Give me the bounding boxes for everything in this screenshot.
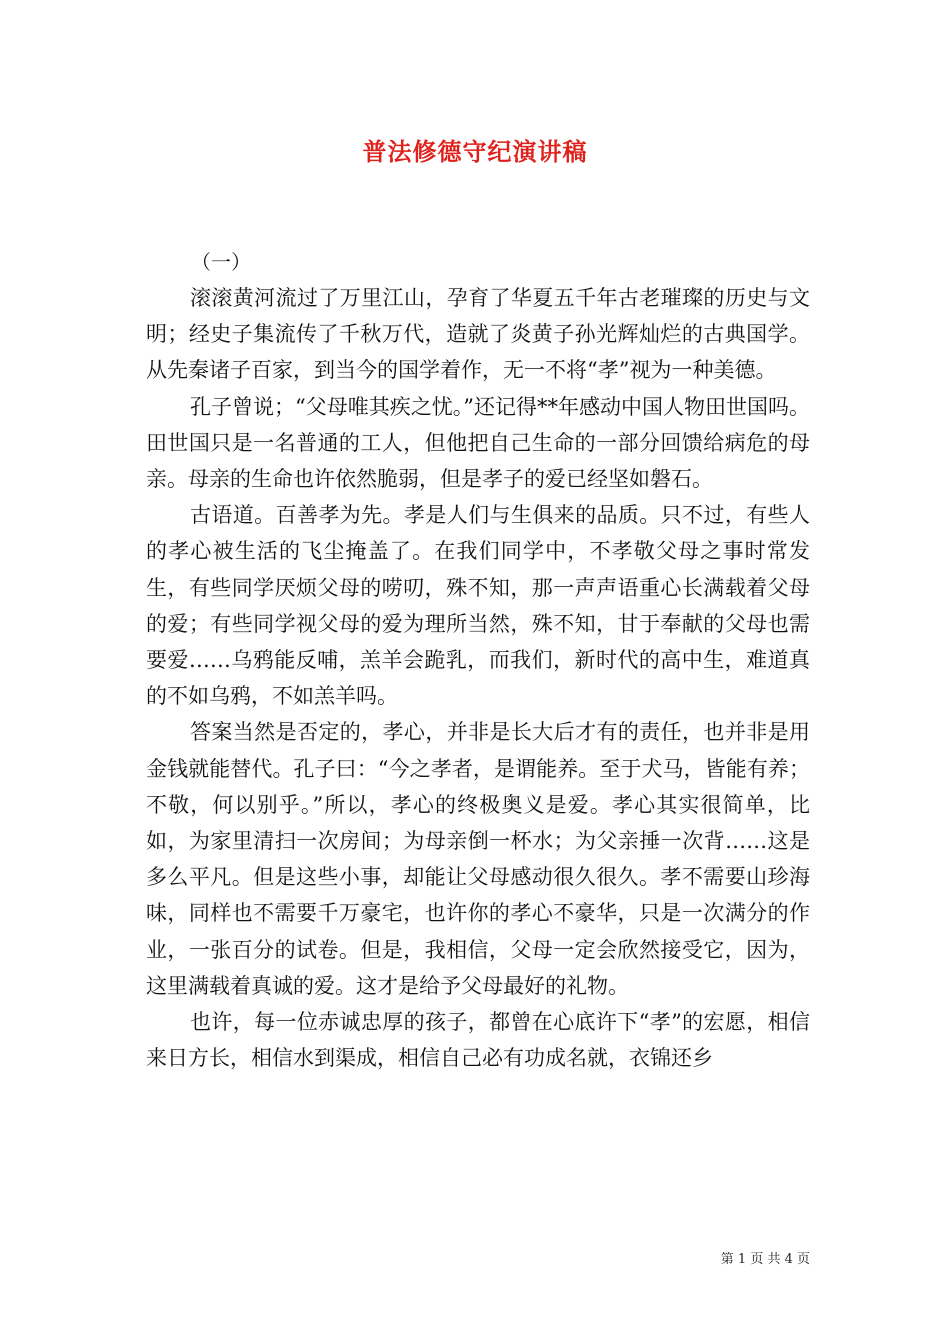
paragraph-3: 古语道。百善孝为先。孝是人们与生俱来的品质。只不过，有些人的孝心被生活的飞尘掩盖了。在我们同学中，不孝敬父母之事时常发生，有些同学厌烦父母的唠叨，殊不知，那一声声语重心长满载着父母的爱；有些同学视父母的爱为理所当然，殊不知，甘于奉献的父母也需要爱……乌鸦能反哺，羔羊会跪乳，而我们，新时代的高中生，难道真的不如乌鸦，不如羔羊吗。 [146,503,810,709]
paragraph-5: 也许，每一位赤诚忠厚的孩子，都曾在心底许下“孝”的宏愿，相信来日方长，相信水到渠成，相信自己必有功成名就，衣锦还乡 [146,1010,810,1071]
document-body [146,244,810,1076]
document-title: 普法修德守纪演讲稿 [362,137,588,166]
paragraph-2: 孔子曾说；“父母唯其疾之忧。”还记得**年感动中国人物田世国吗。田世国只是一名普通的工人，但他把自己生命的一部分回馈给病危的母亲。母亲的生命也许依然脆弱，但是孝子的爱已经坚如磐石。 [146,394,810,492]
page-number-footer: 第 1 页 共 4 页 [720,1252,810,1267]
paragraph-1: 滚滚黄河流过了万里江山，孕育了华夏五千年古老璀璨的历史与文明；经史子集流传了千秋万代，造就了炎黄子孙光辉灿烂的古典国学。从先秦诸子百家，到当今的国学着作，无一不将“孝”视为一种美德。 [146,286,810,383]
paragraph-4: 答案当然是否定的，孝心，并非是长大后才有的责任，也并非是用金钱就能替代。孔子曰：“今之孝者，是谓能养。至于犬马，皆能有养；不敬，何以别乎。”所以，孝心的终极奥义是爱。孝心其实很简单，比如，为家里清扫一次房间；为母亲倒一杯水；为父亲捶一次背……这是多么平凡。但是这些小事，却能让父母感动很久很久。孝不需要山珍海味，同样也不需要千万豪宅，也许你的孝心不豪华，只是一次满分的作业，一张百分的试卷。但是，我相信，父母一定会欣然接受它，因为，这里满载着真诚的爱。这才是给予父母最好的礼物。 [146,720,810,998]
section-marker: （一） [191,250,251,274]
